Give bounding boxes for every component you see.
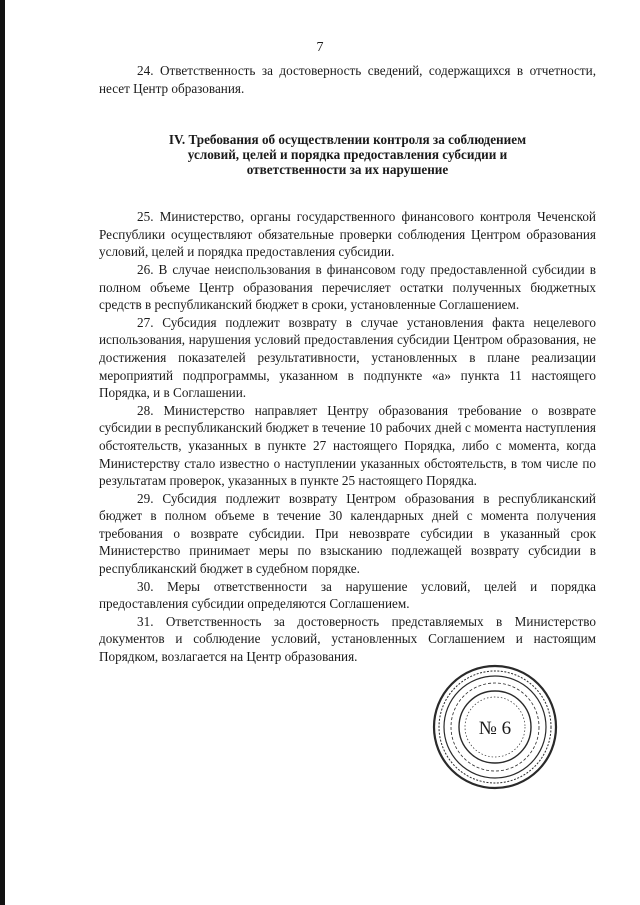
page-number: 7 [316,40,324,55]
seal-number: № 6 [478,718,512,739]
paragraph-26: 26. В случае неиспользования в финансовом году предоставленной субсидии в полном объеме Центр образования перечисляет остатки полученных бюджетных средств в республиканский бюджет в сроки, установленные Соглашением. [99,261,596,313]
seal-graphic [431,663,559,791]
section-heading [99,132,596,177]
paragraph-24: 24. Ответственность за достоверность сведений, содержащихся в отчетности, несет Центр образования. [99,63,596,96]
section-heading-line: ответственности за их нарушение [246,162,449,178]
section-heading-line: условий, целей и порядка предоставления субсидии и [187,147,508,163]
section-heading-line: IV. Требования об осуществлении контроля за соблюдением [168,132,527,148]
paragraph-28: 28. Министерство направляет Центру образования требование о возврате субсидии в республиканский бюджет в течение 10 рабочих дней с момента наступления обстоятельств, указанных в пункте 27 настоящего Порядка, либо с момента, когда Министерству стало известно о наступлении указанных обстоятельств, в том числе по результатам проверок, указанных в пункте 25 настоящего Порядка. [99,402,596,489]
official-seal [431,663,559,791]
scan-border [0,0,5,905]
paragraph-31: 31. Ответственность за достоверность представляемых в Министерство документов и соблюдение условий, установленных Соглашением и настоящим Порядком, возлагается на Центр образования. [99,613,596,665]
paragraph-27: 27. Субсидия подлежит возврату в случае установления факта нецелевого использования, нарушения условий предоставления субсидии Центром образования, не достижения показателей результативности, установленных в плане реализации мероприятий подпрограммы, указанном в подпункте «а» пункта 11 настоящего Порядка, и в Соглашении. [99,314,596,401]
document-body [99,62,596,666]
paragraph-25: 25. Министерство, органы государственного финансового контроля Чеченской Республики осуществляют обязательные проверки соблюдения Центром образования условий, целей и порядка предоставления субсидии. [99,209,596,260]
paragraph-30: 30. Меры ответственности за нарушение условий, целей и порядка предоставления субсидии определяются Соглашением. [99,578,596,612]
paragraph-29: 29. Субсидия подлежит возврату Центром образования в республиканский бюджет в полном объеме в течение 30 календарных дней с момента получения требования о возврате субсидии. При невозврате субсидии в указанный срок Министерство принимает меры по взысканию подлежащей возврату субсидии в республиканский бюджет в судебном порядке. [99,490,596,577]
